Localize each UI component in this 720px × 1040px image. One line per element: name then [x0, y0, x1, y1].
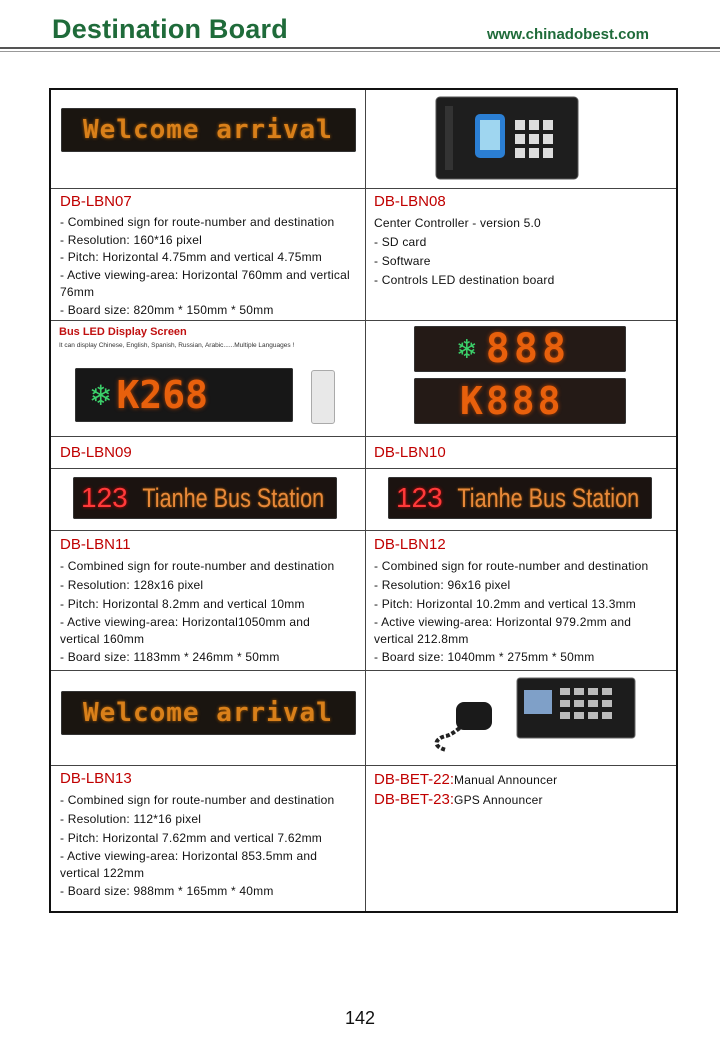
spec-line: - Combined sign for route-number and destination	[374, 559, 649, 573]
spec-line: - Active viewing-area: Horizontal1050mm and vertical 160mm	[60, 615, 311, 646]
row-divider	[51, 436, 676, 437]
row-divider	[51, 468, 676, 469]
spec-line: - Board size: 1183mm * 246mm * 50mm	[60, 650, 280, 664]
led-text: Tianhe Bus Station	[142, 482, 324, 513]
route-number: 123	[81, 482, 128, 513]
snowflake-icon: ❄	[89, 379, 113, 411]
lbn11-led-image	[73, 477, 337, 519]
bet23-model: DB-BET-23:	[374, 790, 455, 808]
spec-line: - Pitch: Horizontal 7.62mm and vertical 7.62mm	[60, 831, 322, 845]
lbn10-image	[414, 326, 626, 426]
lbn12-led-image	[388, 477, 652, 519]
bet22-line	[374, 770, 672, 790]
spec-line: - Active viewing-area: Horizontal 853.5mm and vertical 122mm	[60, 849, 318, 880]
row-divider	[51, 765, 676, 766]
lbn11-model: DB-LBN11	[60, 536, 131, 553]
spec-line: - Board size: 820mm * 150mm * 50mm	[60, 302, 274, 317]
spec-line: - Pitch: Horizontal 8.2mm and vertical 10mm	[60, 597, 305, 611]
lbn09-model: DB-LBN09	[60, 444, 132, 461]
lbn13-model: DB-LBN13	[60, 770, 132, 787]
lbn12-info	[374, 536, 672, 667]
lbn08-model: DB-LBN08	[374, 193, 446, 210]
bet-info	[374, 770, 672, 809]
row-divider	[51, 530, 676, 531]
spec-line: - Board size: 988mm * 165mm * 40mm	[60, 884, 274, 898]
announcer-device-image	[416, 674, 641, 760]
bet22-desc: Manual Announcer	[454, 773, 558, 787]
lbn12-model: DB-LBN12	[374, 536, 446, 553]
spec-line: - Board size: 1040mm * 275mm * 50mm	[374, 650, 595, 664]
row-divider	[51, 670, 676, 671]
led-text: 888	[485, 326, 571, 372]
lbn07-led-image	[61, 108, 356, 152]
spec-line: - Active viewing-area: Horizontal 979.2mm and vertical 212.8mm	[374, 615, 632, 646]
banner-title: Bus LED Display Screen	[59, 326, 187, 338]
spec-line: - SD card	[374, 235, 427, 249]
row-divider	[51, 320, 676, 321]
page-title: Destination Board	[52, 14, 288, 44]
spec-line: - Combined sign for route-number and destination	[60, 215, 335, 229]
snowflake-icon: ❄	[456, 333, 478, 364]
spec-line: - Resolution: 96x16 pixel	[374, 578, 511, 592]
banner-subtitle: It can display Chinese, English, Spanish, Russian, Arabic......Multiple Languages !	[59, 342, 295, 349]
route-number: 123	[396, 482, 443, 513]
lbn08-controller-image	[435, 96, 579, 180]
bet22-model: DB-BET-22:	[374, 771, 455, 788]
led-text: Tianhe Bus Station	[457, 482, 639, 513]
spec-line: - Software	[374, 254, 431, 268]
spec-line: - Controls LED destination board	[374, 273, 555, 287]
page-number: 142	[344, 1008, 376, 1028]
product-table	[49, 88, 678, 913]
spec-line: - Resolution: 160*16 pixel	[60, 232, 202, 247]
led-text: Welcome arrival	[83, 698, 333, 728]
lbn10-led-bottom	[414, 378, 626, 424]
lbn08-info	[374, 193, 672, 290]
website-url: www.chinadobest.com	[487, 26, 649, 43]
lbn07-model: DB-LBN07	[60, 193, 132, 210]
led-text: Welcome arrival	[83, 115, 333, 145]
spec-line: - Pitch: Horizontal 10.2mm and vertical 13.3mm	[374, 597, 636, 611]
spec-line: Center Controller - version 5.0	[374, 216, 541, 230]
bet23-desc: GPS Announcer	[454, 792, 543, 807]
spec-line: - Combined sign for route-number and destination	[60, 793, 335, 807]
led-text: K888	[460, 379, 564, 423]
header-rule	[0, 47, 720, 49]
lbn09-led	[75, 368, 293, 422]
row-divider	[51, 188, 676, 189]
spec-line: - Pitch: Horizontal 4.75mm and vertical 4.75mm	[60, 250, 322, 264]
spec-line: - Resolution: 112*16 pixel	[60, 812, 202, 826]
spec-line: - Active viewing-area: Horizontal 760mm and vertical 76mm	[60, 267, 350, 299]
lbn10-model: DB-LBN10	[374, 444, 446, 461]
header-rule-thin	[0, 51, 720, 52]
lbn09-image	[59, 324, 359, 432]
lbn10-led-top	[414, 326, 626, 372]
remote-control-icon	[311, 370, 335, 424]
bet23-line	[374, 790, 672, 810]
spec-line: - Resolution: 128x16 pixel	[60, 578, 204, 592]
spec-line: - Combined sign for route-number and destination	[60, 559, 335, 573]
led-text: K268	[116, 373, 208, 417]
lbn13-led-image	[61, 691, 356, 735]
